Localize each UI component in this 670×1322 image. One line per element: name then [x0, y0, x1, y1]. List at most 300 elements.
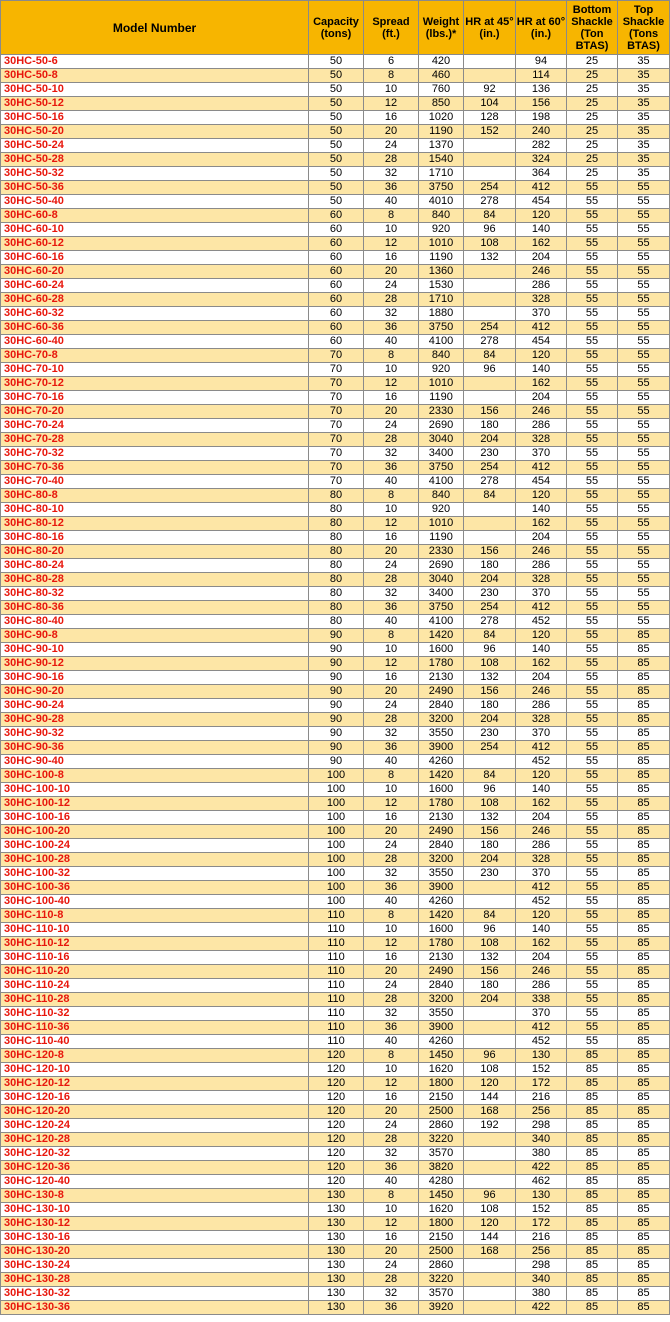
cell-capacity: 50	[309, 181, 364, 195]
cell-spread: 8	[364, 209, 419, 223]
cell-weight: 1600	[419, 643, 464, 657]
cell-spread: 40	[364, 615, 419, 629]
table-row	[1, 615, 670, 629]
cell-hr-60: 240	[516, 125, 567, 139]
cell-hr-45: 120	[464, 1217, 516, 1231]
cell-spread: 28	[364, 293, 419, 307]
cell-model-number: 30HC-90-16	[1, 671, 309, 685]
cell-spread: 10	[364, 643, 419, 657]
cell-bottom-shackle: 85	[567, 1175, 618, 1189]
cell-weight: 420	[419, 55, 464, 69]
cell-weight: 3400	[419, 447, 464, 461]
cell-weight: 1600	[419, 923, 464, 937]
cell-hr-45: 84	[464, 909, 516, 923]
cell-weight: 1010	[419, 517, 464, 531]
cell-spread: 36	[364, 1301, 419, 1315]
cell-hr-60: 452	[516, 1035, 567, 1049]
cell-top-shackle: 85	[618, 727, 670, 741]
cell-bottom-shackle: 55	[567, 559, 618, 573]
cell-hr-60: 140	[516, 223, 567, 237]
cell-top-shackle: 85	[618, 867, 670, 881]
cell-top-shackle: 85	[618, 1175, 670, 1189]
cell-model-number: 30HC-120-12	[1, 1077, 309, 1091]
table-row	[1, 69, 670, 83]
cell-spread: 6	[364, 55, 419, 69]
cell-hr-60: 246	[516, 685, 567, 699]
cell-hr-60: 412	[516, 181, 567, 195]
cell-spread: 8	[364, 489, 419, 503]
cell-bottom-shackle: 55	[567, 517, 618, 531]
cell-hr-45	[464, 1161, 516, 1175]
cell-model-number: 30HC-50-8	[1, 69, 309, 83]
cell-top-shackle: 35	[618, 97, 670, 111]
cell-hr-60: 140	[516, 923, 567, 937]
cell-hr-60: 298	[516, 1119, 567, 1133]
table-row	[1, 1259, 670, 1273]
cell-bottom-shackle: 55	[567, 209, 618, 223]
cell-bottom-shackle: 55	[567, 741, 618, 755]
cell-top-shackle: 85	[618, 853, 670, 867]
cell-top-shackle: 55	[618, 503, 670, 517]
cell-top-shackle: 85	[618, 685, 670, 699]
cell-weight: 2130	[419, 811, 464, 825]
cell-capacity: 110	[309, 1007, 364, 1021]
cell-capacity: 110	[309, 909, 364, 923]
cell-capacity: 130	[309, 1203, 364, 1217]
cell-hr-45: 132	[464, 811, 516, 825]
cell-hr-45	[464, 755, 516, 769]
cell-top-shackle: 35	[618, 55, 670, 69]
cell-model-number: 30HC-110-24	[1, 979, 309, 993]
cell-hr-60: 340	[516, 1133, 567, 1147]
cell-model-number: 30HC-90-10	[1, 643, 309, 657]
cell-spread: 10	[364, 923, 419, 937]
cell-hr-60: 412	[516, 601, 567, 615]
cell-spread: 32	[364, 587, 419, 601]
cell-bottom-shackle: 25	[567, 97, 618, 111]
cell-bottom-shackle: 55	[567, 461, 618, 475]
cell-model-number: 30HC-70-12	[1, 377, 309, 391]
cell-spread: 20	[364, 125, 419, 139]
cell-top-shackle: 35	[618, 83, 670, 97]
cell-top-shackle: 85	[618, 713, 670, 727]
cell-model-number: 30HC-50-12	[1, 97, 309, 111]
cell-spread: 24	[364, 839, 419, 853]
cell-model-number: 30HC-60-32	[1, 307, 309, 321]
cell-weight: 2840	[419, 979, 464, 993]
table-row	[1, 1203, 670, 1217]
table-row	[1, 447, 670, 461]
cell-spread: 20	[364, 265, 419, 279]
table-row	[1, 1147, 670, 1161]
cell-weight: 2860	[419, 1119, 464, 1133]
cell-hr-45	[464, 307, 516, 321]
cell-spread: 28	[364, 1273, 419, 1287]
cell-hr-45: 168	[464, 1245, 516, 1259]
cell-bottom-shackle: 55	[567, 657, 618, 671]
cell-hr-45: 84	[464, 349, 516, 363]
cell-top-shackle: 85	[618, 811, 670, 825]
cell-capacity: 80	[309, 517, 364, 531]
cell-spread: 20	[364, 965, 419, 979]
cell-hr-60: 412	[516, 321, 567, 335]
cell-model-number: 30HC-110-20	[1, 965, 309, 979]
cell-hr-60: 204	[516, 251, 567, 265]
cell-capacity: 130	[309, 1259, 364, 1273]
cell-top-shackle: 85	[618, 909, 670, 923]
cell-hr-60: 136	[516, 83, 567, 97]
table-row	[1, 209, 670, 223]
cell-bottom-shackle: 55	[567, 545, 618, 559]
cell-top-shackle: 85	[618, 657, 670, 671]
cell-hr-45: 230	[464, 867, 516, 881]
cell-model-number: 30HC-90-24	[1, 699, 309, 713]
table-row	[1, 377, 670, 391]
cell-hr-45: 204	[464, 853, 516, 867]
cell-bottom-shackle: 55	[567, 391, 618, 405]
cell-capacity: 130	[309, 1217, 364, 1231]
cell-hr-45	[464, 293, 516, 307]
cell-model-number: 30HC-70-40	[1, 475, 309, 489]
cell-hr-45: 204	[464, 573, 516, 587]
cell-hr-45	[464, 1035, 516, 1049]
cell-hr-60: 286	[516, 699, 567, 713]
cell-capacity: 100	[309, 853, 364, 867]
cell-hr-45	[464, 1007, 516, 1021]
cell-bottom-shackle: 55	[567, 615, 618, 629]
cell-spread: 32	[364, 1147, 419, 1161]
cell-top-shackle: 85	[618, 1231, 670, 1245]
table-row	[1, 1077, 670, 1091]
cell-spread: 32	[364, 727, 419, 741]
table-row	[1, 349, 670, 363]
cell-hr-45: 96	[464, 1189, 516, 1203]
cell-hr-60: 120	[516, 489, 567, 503]
cell-spread: 28	[364, 1133, 419, 1147]
cell-model-number: 30HC-80-28	[1, 573, 309, 587]
cell-spread: 16	[364, 1231, 419, 1245]
header-hr-60: HR at 60° (in.)	[516, 1, 567, 55]
cell-hr-45: 204	[464, 433, 516, 447]
cell-hr-60: 162	[516, 377, 567, 391]
cell-hr-45	[464, 391, 516, 405]
cell-model-number: 30HC-80-10	[1, 503, 309, 517]
cell-hr-60: 152	[516, 1063, 567, 1077]
cell-model-number: 30HC-50-10	[1, 83, 309, 97]
cell-bottom-shackle: 55	[567, 321, 618, 335]
cell-model-number: 30HC-70-28	[1, 433, 309, 447]
cell-capacity: 80	[309, 615, 364, 629]
cell-capacity: 110	[309, 965, 364, 979]
cell-capacity: 120	[309, 1063, 364, 1077]
cell-hr-60: 380	[516, 1287, 567, 1301]
cell-weight: 4260	[419, 1035, 464, 1049]
cell-bottom-shackle: 25	[567, 111, 618, 125]
cell-hr-45	[464, 531, 516, 545]
cell-top-shackle: 85	[618, 1273, 670, 1287]
cell-spread: 12	[364, 377, 419, 391]
cell-hr-60: 172	[516, 1077, 567, 1091]
cell-capacity: 50	[309, 125, 364, 139]
cell-top-shackle: 55	[618, 587, 670, 601]
cell-hr-45: 84	[464, 209, 516, 223]
cell-capacity: 60	[309, 251, 364, 265]
cell-spread: 12	[364, 97, 419, 111]
cell-model-number: 30HC-70-16	[1, 391, 309, 405]
cell-hr-45	[464, 167, 516, 181]
table-row	[1, 97, 670, 111]
cell-capacity: 110	[309, 937, 364, 951]
cell-hr-60: 140	[516, 363, 567, 377]
cell-model-number: 30HC-80-32	[1, 587, 309, 601]
cell-top-shackle: 85	[618, 797, 670, 811]
cell-hr-60: 286	[516, 419, 567, 433]
cell-hr-45	[464, 503, 516, 517]
cell-model-number: 30HC-120-28	[1, 1133, 309, 1147]
cell-hr-45: 96	[464, 223, 516, 237]
cell-capacity: 120	[309, 1119, 364, 1133]
cell-bottom-shackle: 85	[567, 1049, 618, 1063]
table-row	[1, 1287, 670, 1301]
cell-bottom-shackle: 55	[567, 853, 618, 867]
cell-weight: 1620	[419, 1203, 464, 1217]
table-row	[1, 111, 670, 125]
table-row	[1, 1231, 670, 1245]
cell-spread: 20	[364, 685, 419, 699]
cell-model-number: 30HC-90-32	[1, 727, 309, 741]
cell-capacity: 50	[309, 97, 364, 111]
cell-model-number: 30HC-120-20	[1, 1105, 309, 1119]
cell-capacity: 130	[309, 1231, 364, 1245]
cell-weight: 2840	[419, 699, 464, 713]
table-row	[1, 139, 670, 153]
cell-top-shackle: 85	[618, 783, 670, 797]
cell-hr-45	[464, 517, 516, 531]
cell-top-shackle: 85	[618, 825, 670, 839]
cell-hr-60: 152	[516, 1203, 567, 1217]
cell-top-shackle: 85	[618, 1301, 670, 1315]
cell-top-shackle: 55	[618, 321, 670, 335]
cell-capacity: 100	[309, 811, 364, 825]
cell-hr-60: 364	[516, 167, 567, 181]
cell-hr-60: 328	[516, 853, 567, 867]
cell-model-number: 30HC-70-10	[1, 363, 309, 377]
table-row	[1, 951, 670, 965]
cell-weight: 3750	[419, 321, 464, 335]
cell-hr-45: 156	[464, 965, 516, 979]
cell-hr-60: 452	[516, 895, 567, 909]
cell-weight: 3900	[419, 1021, 464, 1035]
cell-model-number: 30HC-80-16	[1, 531, 309, 545]
cell-top-shackle: 55	[618, 335, 670, 349]
cell-top-shackle: 85	[618, 699, 670, 713]
header-row	[1, 1, 670, 55]
cell-spread: 16	[364, 951, 419, 965]
cell-spread: 12	[364, 237, 419, 251]
cell-model-number: 30HC-110-12	[1, 937, 309, 951]
cell-bottom-shackle: 55	[567, 783, 618, 797]
cell-weight: 2840	[419, 839, 464, 853]
table-row	[1, 517, 670, 531]
table-row	[1, 601, 670, 615]
cell-hr-45: 108	[464, 1203, 516, 1217]
cell-weight: 3200	[419, 853, 464, 867]
table-row	[1, 1063, 670, 1077]
cell-top-shackle: 55	[618, 391, 670, 405]
cell-model-number: 30HC-110-40	[1, 1035, 309, 1049]
cell-hr-60: 162	[516, 237, 567, 251]
table-row	[1, 979, 670, 993]
cell-bottom-shackle: 55	[567, 279, 618, 293]
cell-hr-45	[464, 1147, 516, 1161]
cell-weight: 2500	[419, 1245, 464, 1259]
cell-hr-45: 156	[464, 825, 516, 839]
cell-capacity: 50	[309, 69, 364, 83]
cell-model-number: 30HC-60-20	[1, 265, 309, 279]
cell-capacity: 70	[309, 447, 364, 461]
cell-weight: 1780	[419, 937, 464, 951]
table-row	[1, 783, 670, 797]
cell-weight: 1880	[419, 307, 464, 321]
cell-bottom-shackle: 85	[567, 1119, 618, 1133]
cell-bottom-shackle: 85	[567, 1189, 618, 1203]
cell-bottom-shackle: 55	[567, 755, 618, 769]
cell-model-number: 30HC-110-28	[1, 993, 309, 1007]
cell-spread: 32	[364, 307, 419, 321]
cell-hr-60: 340	[516, 1273, 567, 1287]
cell-spread: 20	[364, 405, 419, 419]
cell-capacity: 100	[309, 895, 364, 909]
cell-model-number: 30HC-110-10	[1, 923, 309, 937]
cell-weight: 3750	[419, 601, 464, 615]
header-hr-45: HR at 45° (in.)	[464, 1, 516, 55]
cell-hr-45: 278	[464, 615, 516, 629]
cell-hr-45: 144	[464, 1091, 516, 1105]
cell-top-shackle: 85	[618, 1189, 670, 1203]
cell-bottom-shackle: 55	[567, 475, 618, 489]
cell-top-shackle: 55	[618, 195, 670, 209]
cell-model-number: 30HC-110-8	[1, 909, 309, 923]
cell-weight: 840	[419, 489, 464, 503]
cell-bottom-shackle: 55	[567, 671, 618, 685]
cell-spread: 8	[364, 629, 419, 643]
cell-bottom-shackle: 55	[567, 797, 618, 811]
cell-bottom-shackle: 85	[567, 1203, 618, 1217]
cell-spread: 28	[364, 713, 419, 727]
cell-capacity: 100	[309, 881, 364, 895]
cell-spread: 36	[364, 181, 419, 195]
cell-weight: 1710	[419, 293, 464, 307]
cell-spread: 40	[364, 195, 419, 209]
cell-top-shackle: 85	[618, 839, 670, 853]
cell-spread: 24	[364, 559, 419, 573]
cell-capacity: 120	[309, 1077, 364, 1091]
cell-bottom-shackle: 85	[567, 1259, 618, 1273]
cell-weight: 920	[419, 503, 464, 517]
cell-top-shackle: 55	[618, 293, 670, 307]
cell-hr-60: 286	[516, 559, 567, 573]
cell-weight: 1190	[419, 531, 464, 545]
cell-bottom-shackle: 55	[567, 1035, 618, 1049]
cell-bottom-shackle: 55	[567, 489, 618, 503]
cell-weight: 2500	[419, 1105, 464, 1119]
cell-spread: 8	[364, 349, 419, 363]
table-row	[1, 489, 670, 503]
cell-top-shackle: 85	[618, 1133, 670, 1147]
cell-hr-60: 422	[516, 1301, 567, 1315]
cell-weight: 3200	[419, 713, 464, 727]
cell-weight: 1710	[419, 167, 464, 181]
table-row	[1, 531, 670, 545]
cell-capacity: 100	[309, 867, 364, 881]
cell-hr-45	[464, 1133, 516, 1147]
cell-model-number: 30HC-100-36	[1, 881, 309, 895]
cell-weight: 3220	[419, 1273, 464, 1287]
cell-spread: 16	[364, 251, 419, 265]
cell-hr-45	[464, 1287, 516, 1301]
table-row	[1, 769, 670, 783]
cell-model-number: 30HC-70-24	[1, 419, 309, 433]
cell-model-number: 30HC-60-16	[1, 251, 309, 265]
cell-bottom-shackle: 55	[567, 769, 618, 783]
cell-model-number: 30HC-120-32	[1, 1147, 309, 1161]
cell-capacity: 80	[309, 531, 364, 545]
header-capacity: Capacity (tons)	[309, 1, 364, 55]
cell-spread: 10	[364, 83, 419, 97]
cell-spread: 8	[364, 69, 419, 83]
cell-hr-60: 114	[516, 69, 567, 83]
cell-hr-60: 370	[516, 447, 567, 461]
cell-hr-45: 96	[464, 643, 516, 657]
cell-hr-60: 452	[516, 755, 567, 769]
cell-hr-60: 94	[516, 55, 567, 69]
cell-hr-60: 282	[516, 139, 567, 153]
table-row	[1, 573, 670, 587]
table-row	[1, 1021, 670, 1035]
cell-hr-60: 130	[516, 1189, 567, 1203]
cell-capacity: 70	[309, 363, 364, 377]
cell-model-number: 30HC-100-24	[1, 839, 309, 853]
cell-bottom-shackle: 55	[567, 181, 618, 195]
cell-bottom-shackle: 55	[567, 965, 618, 979]
cell-weight: 760	[419, 83, 464, 97]
cell-top-shackle: 55	[618, 615, 670, 629]
cell-hr-60: 412	[516, 741, 567, 755]
table-row	[1, 741, 670, 755]
cell-bottom-shackle: 55	[567, 237, 618, 251]
table-row	[1, 811, 670, 825]
cell-hr-45: 278	[464, 335, 516, 349]
cell-spread: 16	[364, 671, 419, 685]
cell-top-shackle: 35	[618, 167, 670, 181]
cell-top-shackle: 35	[618, 139, 670, 153]
cell-capacity: 50	[309, 111, 364, 125]
table-row	[1, 545, 670, 559]
cell-bottom-shackle: 55	[567, 993, 618, 1007]
table-row	[1, 587, 670, 601]
cell-top-shackle: 85	[618, 923, 670, 937]
cell-capacity: 100	[309, 825, 364, 839]
cell-model-number: 30HC-60-40	[1, 335, 309, 349]
cell-hr-45: 204	[464, 993, 516, 1007]
cell-top-shackle: 55	[618, 601, 670, 615]
cell-weight: 3550	[419, 867, 464, 881]
cell-model-number: 30HC-100-32	[1, 867, 309, 881]
cell-hr-60: 216	[516, 1231, 567, 1245]
cell-hr-45: 96	[464, 363, 516, 377]
cell-weight: 1450	[419, 1049, 464, 1063]
cell-spread: 10	[364, 1063, 419, 1077]
